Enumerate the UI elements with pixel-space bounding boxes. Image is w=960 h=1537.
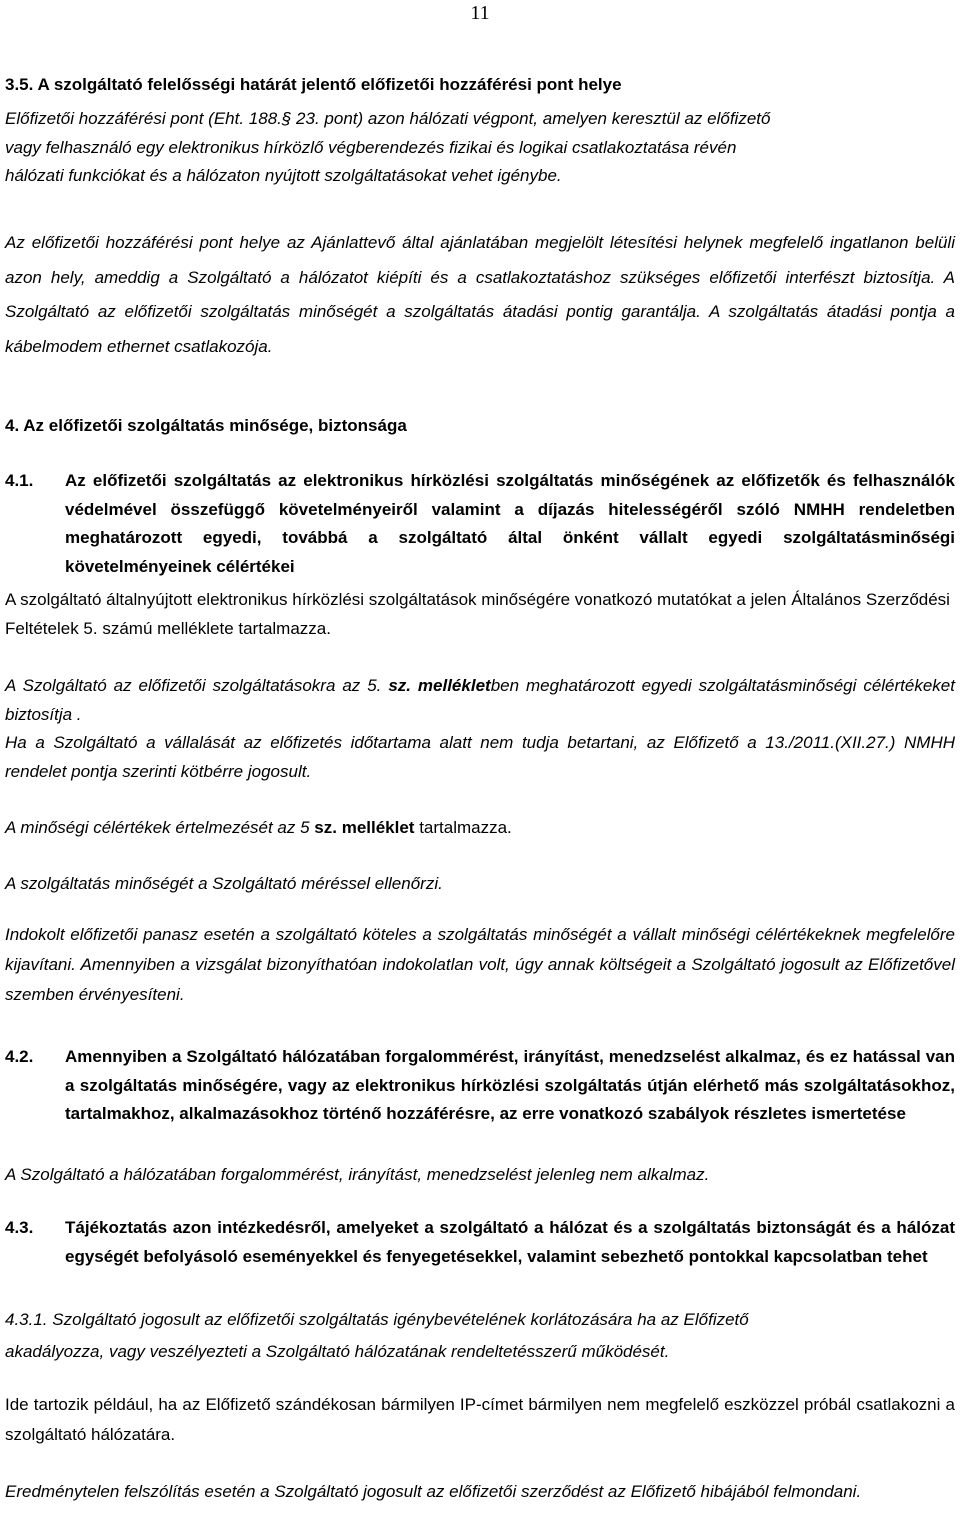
interpretation-paragraph [5,814,955,843]
text-run: A minőségi célértékek értelmezését az 5 [5,818,315,837]
target-values-paragraph [5,672,955,729]
section-4-2-heading [5,1043,955,1129]
section-4-3-heading [5,1214,955,1271]
quality-indicators-paragraph: A szolgáltató általnyújtott elektronikus hírközlési szolgáltatások minőségére vonatkozó mutatókat a jelen Általános Szerződési Feltételek 5. számú melléklete tartalmazza. [5,590,950,638]
definition-line-1: Előfizetői hozzáférési pont (Eht. 188.§ 23. pont) azon hálózati végpont, amelyen keresztül az előfizető [5,109,771,128]
section-3-5-definition [5,105,955,191]
section-number: 4.1. [5,471,34,490]
restriction-line-2: akadályozza, vagy veszélyezteti a Szolgáltató hálózatának rendeltetésszerű működését. [5,1342,670,1361]
access-point-paragraph: Az előfizetői hozzáférési pont helye az Ajánlattevő által ajánlatában megjelölt létesítési helynek megfelelő ingatlanon belüli azon hely, ameddig a Szolgáltató a hálózatot kiépíti és a csatlakoztatáshoz szükséges előfizetői interfészt biztosítja. A Szolgáltató az előfizetői szolgáltatás minőségét a szolgáltatás átadási pontig garantálja. A szolgáltatás átadási pontja a kábelmodem ethernet csatlakozója. [5,233,955,356]
section-3-5-heading: 3.5. A szolgáltató felelősségi határát jelentő előfizetői hozzáférési pont helye [5,75,622,94]
definition-line-3: hálózati funkciókat és a hálózaton nyújtott szolgáltatásokat vehet igénybe. [5,166,562,186]
section-title: Az előfizetői szolgáltatás az elektronikus hírközlési szolgáltatás minőségének az előfizetők és felhasználók védelmével összefüggő követelményeiről valamint a díjazás hitelességéről szóló NMHH rendeletben meghatározott egyedi, továbbá a szolgáltató által önként vállalt egyedi szolgáltatásminőségi követelményeinek célértékei [65,471,955,576]
text-run: tartalmazza. [414,818,512,837]
measurement-paragraph: A szolgáltatás minőségét a Szolgáltató méréssel ellenőrzi. [5,874,443,893]
section-4-3-1-paragraph [5,1304,955,1368]
definition-line-2: vagy felhasználó egy elektronikus hírközlő végberendezés fizikai és logikai csatlakoztatása révén [5,137,737,157]
section-4-1-heading [5,467,955,581]
section-number: 4.3. [5,1218,34,1237]
example-paragraph: Ide tartozik például, ha az Előfizető szándékosan bármilyen IP-címet bármilyen nem megfelelő eszközzel próbál csatlakozni a szolgáltató hálózatára. [5,1395,955,1444]
traffic-management-paragraph: A Szolgáltató a hálózatában forgalommérést, irányítást, menedzselést jelenleg nem alkalmaz. [5,1165,710,1184]
complaint-paragraph: Indokolt előfizetői panasz esetén a szolgáltató köteles a szolgáltatás minőségét a vállalt minőségi célértékeknek megfelelőre kijavítani. Amennyiben a vizsgálat bizonyíthatóan indokolatlan volt, úgy annak költségeit a Szolgáltató jogosult az Előfizetővel szemben érvényesíteni. [5,925,955,1004]
page-number: 11 [470,2,490,24]
text-run: A Szolgáltató az előfizetői szolgáltatásokra az 5. [5,676,389,695]
section-title: Tájékoztatás azon intézkedésről, amelyeket a szolgáltató a hálózat és a szolgáltatás biztonságát és a hálózat egységét befolyásoló eseményekkel és fenyegetésekkel, valamint sebezhető pontokkal kapcsolatban tehet [65,1218,955,1266]
penalty-paragraph: Ha a Szolgáltató a vállalását az előfizetés időtartama alatt nem tudja betartani, az Előfizető a 13./2011.(XII.27.) NMHH rendelet pontja szerinti kötbérre jogosult. [5,733,955,781]
restriction-line-1: 4.3.1. Szolgáltató jogosult az előfizetői szolgáltatás igénybevételének korlátozására ha az Előfizető [5,1310,749,1329]
section-title: Amennyiben a Szolgáltató hálózatában forgalommérést, irányítást, menedzselést alkalmaz, és ez hatással van a szolgáltatás minőségére, vagy az elektronikus hírközlési szolgáltatás útján elérhető más szolgáltatásokhoz, tartalmakhoz, alkalmazásokhoz történő hozzáférésre, az erre vonatkozó szabályok részletes ismertetése [65,1047,955,1124]
section-number: 4.2. [5,1047,34,1066]
annex-reference: sz. melléklet [314,818,415,837]
section-4-heading: 4. Az előfizetői szolgáltatás minősége, biztonsága [5,416,407,435]
termination-paragraph: Eredménytelen felszólítás esetén a Szolgáltató jogosult az előfizetői szerződést az Előfizető hibájából felmondani. [5,1482,862,1501]
annex-reference: sz. melléklet [388,676,491,695]
text-run: ben meghatározott egyedi szolgáltatásminőségi célértékeket biztosítja . [5,676,955,724]
